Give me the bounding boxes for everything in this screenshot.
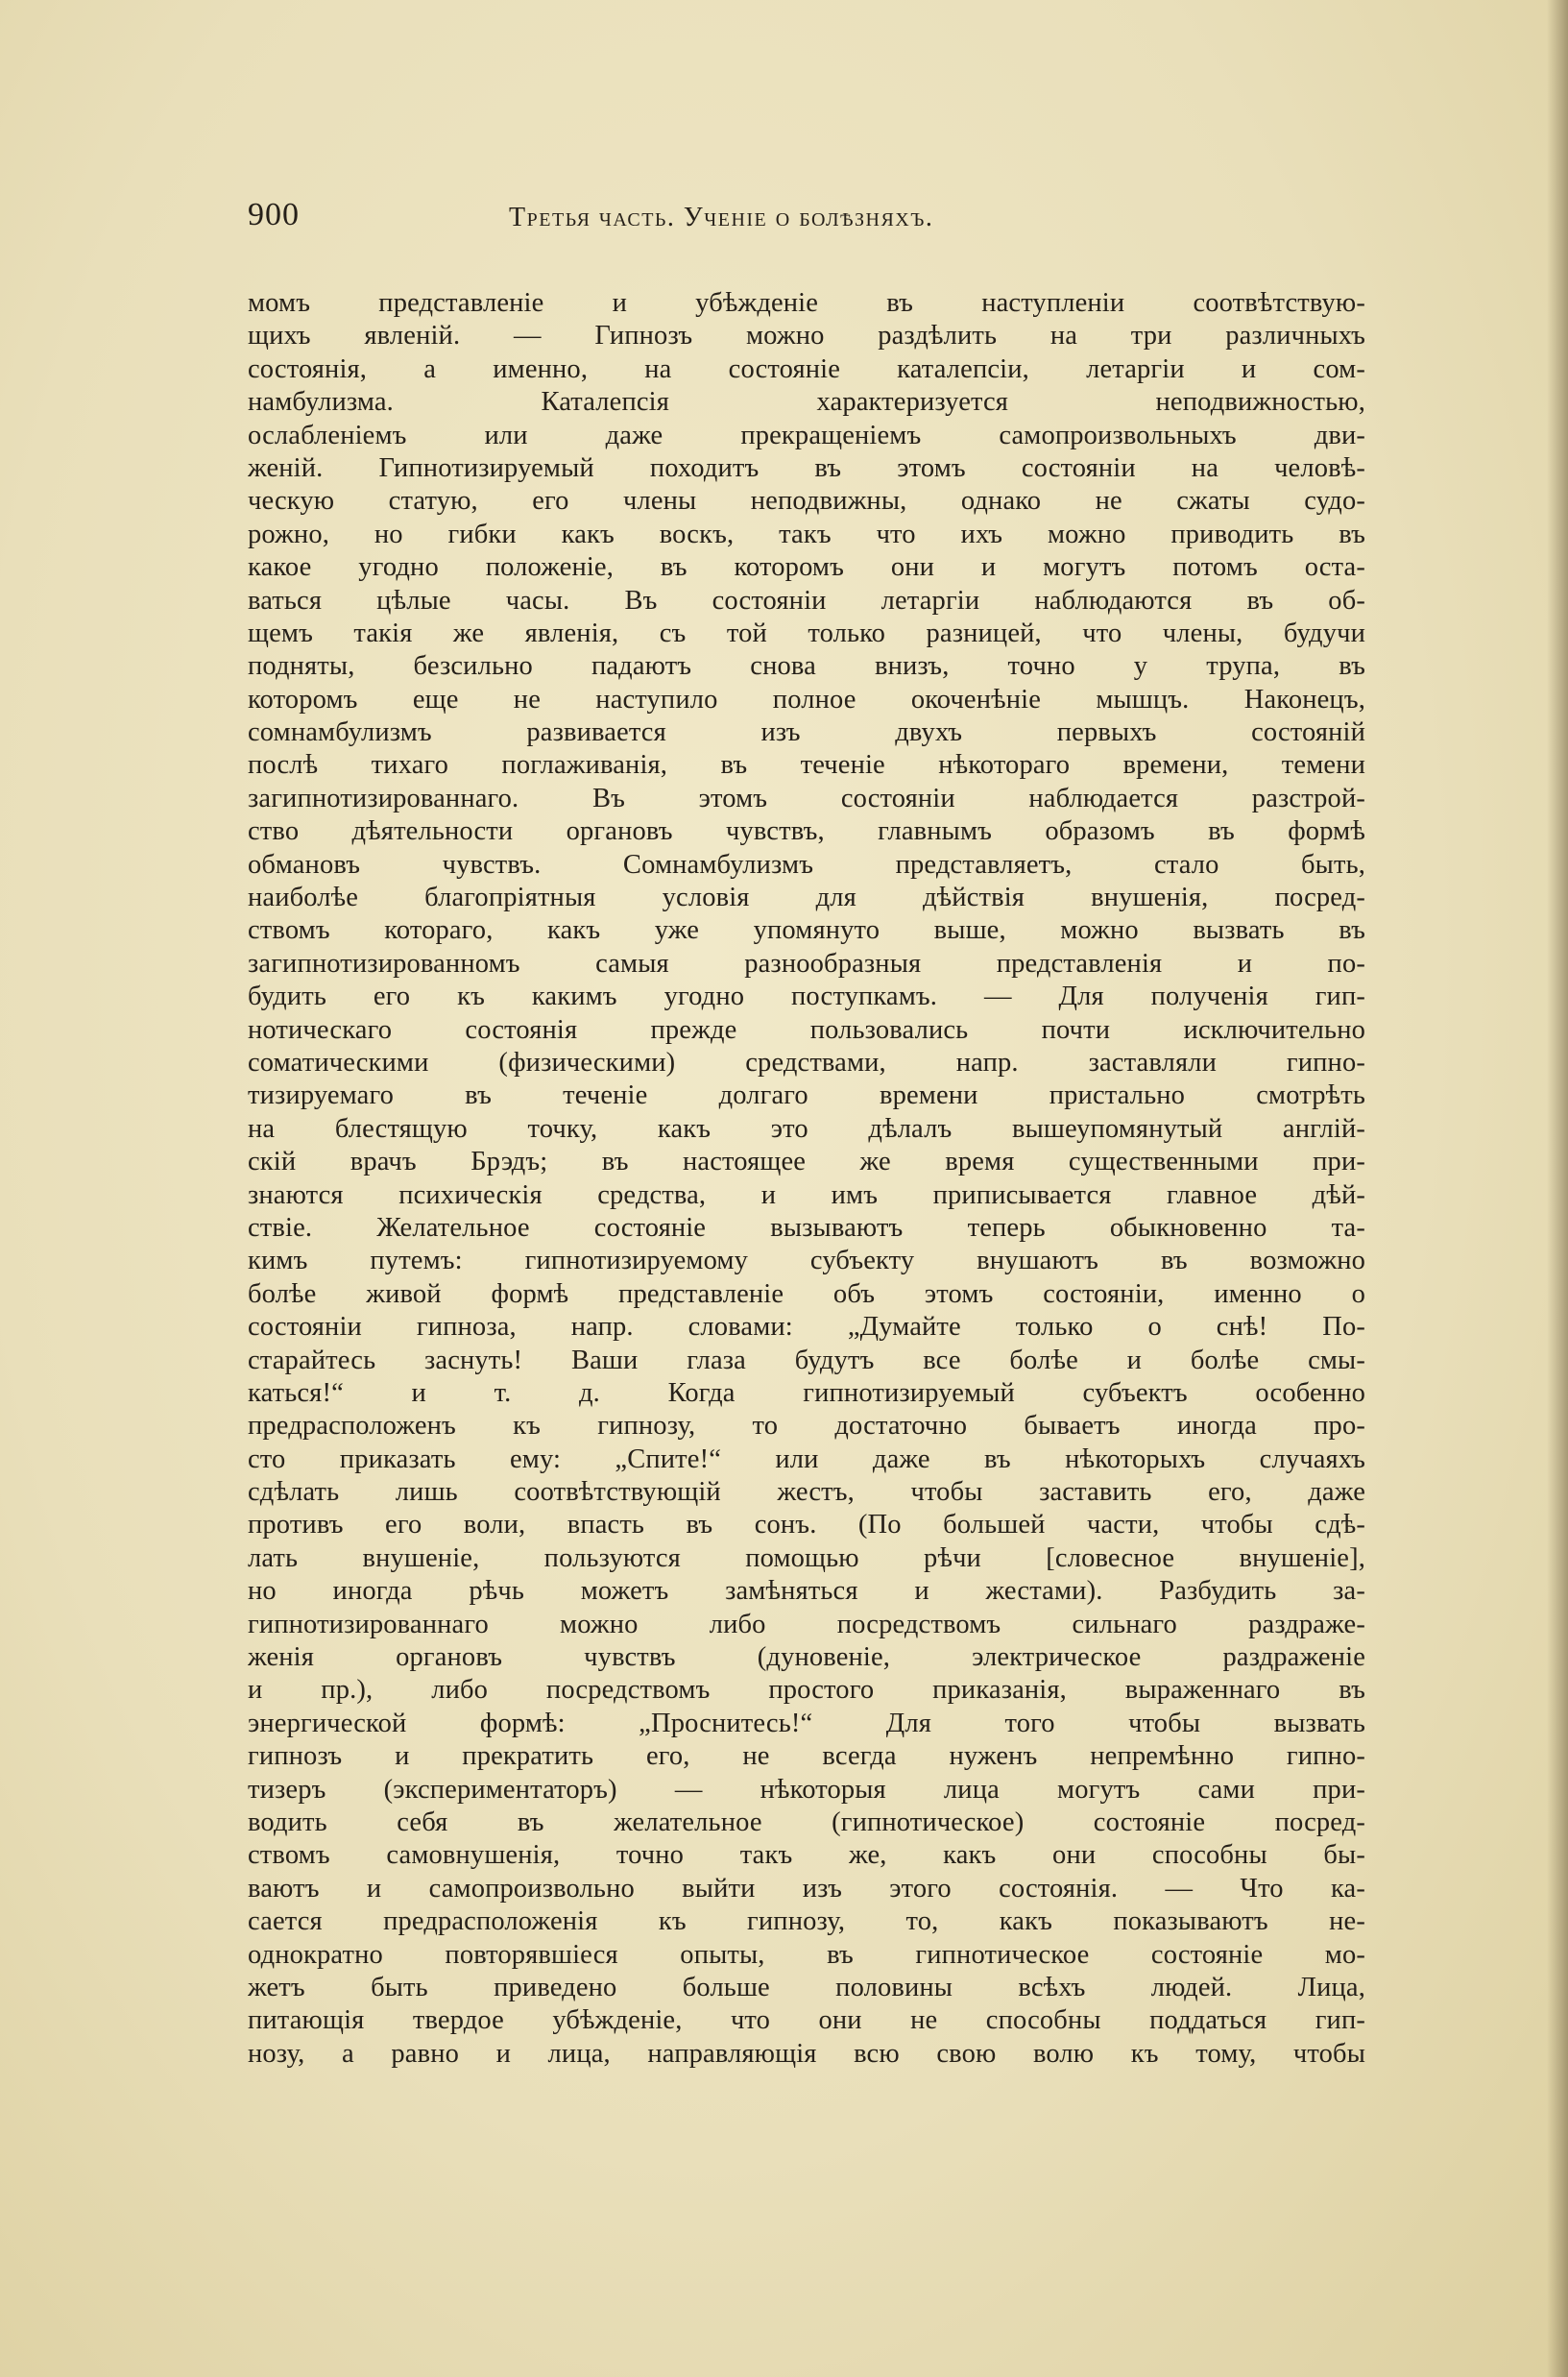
text-line: женій. Гипнотизируемый походитъ въ этомъ состояніи на человѣ- bbox=[248, 452, 1365, 483]
text-line: загипнотизированномъ самыя разнообразныя представленія и по- bbox=[248, 948, 1365, 979]
text-line: намбулизма. Каталепсія характеризуется неподвижностью, bbox=[248, 387, 1365, 418]
text-line: каться!“ и т. д. Когда гипнотизируемый субъектъ особенно bbox=[248, 1377, 1365, 1408]
text-line: сто приказать ему: „Спите!“ или даже въ нѣкоторыхъ случаяхъ bbox=[248, 1443, 1365, 1474]
text-line: питающія твердое убѣжденіе, что они не способны поддаться гип- bbox=[248, 2005, 1365, 2036]
text-line: ческую статую, его члены неподвижны, однако не сжаты судо- bbox=[248, 486, 1365, 517]
text-line: сается предрасположенія къ гипнозу, то, какъ показываютъ не- bbox=[248, 1906, 1365, 1937]
text-line: нозу, а равно и лица, направляющія всю свою волю къ тому, чтобы bbox=[248, 2038, 1365, 2069]
text-line: однократно повторявшіеся опыты, въ гипнотическое состояніе мо- bbox=[248, 1939, 1365, 1970]
text-line: нотическаго состоянія прежде пользовались почти исключительно bbox=[248, 1014, 1365, 1045]
text-line: ствомъ котораго, какъ уже упомянуто выше, можно вызвать въ bbox=[248, 915, 1365, 946]
text-line: тизируемаго въ теченіе долгаго времени пристально смотрѣть bbox=[248, 1080, 1365, 1111]
text-line: лать внушеніе, пользуются помощью рѣчи [словесное внушеніе], bbox=[248, 1542, 1365, 1573]
text-line: и пр.), либо посредствомъ простого приказанія, выраженнаго въ bbox=[248, 1675, 1365, 1706]
page-number: 900 bbox=[248, 197, 300, 232]
text-line: кимъ путемъ: гипнотизируемому субъекту внушаютъ въ возможно bbox=[248, 1246, 1365, 1276]
text-line: ваться цѣлые часы. Въ состояніи летаргіи наблюдаются въ об- bbox=[248, 585, 1365, 616]
text-line: ствомъ самовнушенія, точно такъ же, какъ они способны бы- bbox=[248, 1840, 1365, 1871]
text-line: загипнотизированнаго. Въ этомъ состояніи наблюдается разстрой- bbox=[248, 783, 1365, 813]
text-line: на блестящую точку, какъ это дѣлалъ вышеупомянутый англій- bbox=[248, 1113, 1365, 1144]
text-line: предрасположенъ къ гипнозу, то достаточно бываетъ иногда про- bbox=[248, 1411, 1365, 1442]
text-line: гипнозъ и прекратить его, не всегда нуженъ непремѣнно гипно- bbox=[248, 1741, 1365, 1772]
text-line: гипнотизированнаго можно либо посредствомъ сильнаго раздраже- bbox=[248, 1609, 1365, 1639]
text-line: энергической формѣ: „Проснитесь!“ Для того чтобы вызвать bbox=[248, 1708, 1365, 1738]
text-line: подняты, безсильно падаютъ снова внизъ, точно у трупа, въ bbox=[248, 651, 1365, 682]
text-line: которомъ еще не наступило полное окоченѣніе мышцъ. Наконецъ, bbox=[248, 684, 1365, 715]
text-line: щемъ такія же явленія, съ той только разницей, что члены, будучи bbox=[248, 618, 1365, 648]
text-line: противъ его воли, впасть въ сонъ. (По большей части, чтобы сдѣ- bbox=[248, 1510, 1365, 1540]
text-line: женія органовъ чувствъ (дуновеніе, электрическое раздраженіе bbox=[248, 1642, 1365, 1673]
page-header bbox=[248, 197, 1365, 241]
page-edge-shadow bbox=[1547, 0, 1568, 2377]
text-line: тизеръ (экспериментаторъ) — нѣкоторыя лица могутъ сами при- bbox=[248, 1774, 1365, 1805]
text-line: старайтесь заснуть! Ваши глаза будутъ все болѣе и болѣе смы- bbox=[248, 1345, 1365, 1375]
text-line: ослабленіемъ или даже прекращеніемъ самопроизвольныхъ дви- bbox=[248, 420, 1365, 450]
text-line: но иногда рѣчь можетъ замѣняться и жестами). Разбудить за- bbox=[248, 1576, 1365, 1607]
text-line: сдѣлать лишь соотвѣтствующій жестъ, чтобы заставить его, даже bbox=[248, 1477, 1365, 1508]
text-line: ваютъ и самопроизвольно выйти изъ этого состоянія. — Что ка- bbox=[248, 1873, 1365, 1904]
text-line: соматическими (физическими) средствами, напр. заставляли гипно- bbox=[248, 1047, 1365, 1078]
text-line: знаются психическія средства, и имъ приписывается главное дѣй- bbox=[248, 1179, 1365, 1210]
text-line: состояніи гипноза, напр. словами: „Думайте только о снѣ! По- bbox=[248, 1312, 1365, 1343]
text-line: рожно, но гибки какъ воскъ, такъ что ихъ можно приводить въ bbox=[248, 519, 1365, 549]
text-line: сомнамбулизмъ развивается изъ двухъ первыхъ состояній bbox=[248, 717, 1365, 748]
text-line: жетъ быть приведено больше половины всѣхъ людей. Лица, bbox=[248, 1972, 1365, 2002]
text-line: послѣ тихаго поглаживанія, въ теченіе нѣкотораго времени, темени bbox=[248, 750, 1365, 781]
text-line: болѣе живой формѣ представленіе объ этомъ состояніи, именно о bbox=[248, 1278, 1365, 1309]
text-line: ствіе. Желательное состояніе вызываютъ теперь обыкновенно та- bbox=[248, 1212, 1365, 1243]
text-line: щихъ явленій. — Гипнозъ можно раздѣлить на три различныхъ bbox=[248, 321, 1365, 352]
text-line: ство дѣятельности органовъ чувствъ, главнымъ образомъ въ формѣ bbox=[248, 816, 1365, 847]
text-line: будить его къ какимъ угодно поступкамъ. — Для полученія гип- bbox=[248, 982, 1365, 1012]
text-line: момъ представленіе и убѣжденіе въ наступленіи соотвѣтствую- bbox=[248, 288, 1365, 318]
text-line: обмановъ чувствъ. Сомнамбулизмъ представляетъ, стало быть, bbox=[248, 849, 1365, 880]
text-line: скій врачъ Брэдъ; въ настоящее же время существенными при- bbox=[248, 1147, 1365, 1177]
text-line: наиболѣе благопріятныя условія для дѣйствія внушенія, посред- bbox=[248, 883, 1365, 913]
text-line: какое угодно положеніе, въ которомъ они и могутъ потомъ оста- bbox=[248, 552, 1365, 583]
running-head: Третья часть. Ученіе о болѣзняхъ. bbox=[509, 203, 934, 232]
text-line: водить себя въ желательное (гипнотическое) состояніе посред- bbox=[248, 1807, 1365, 1837]
body-text bbox=[248, 287, 1365, 2071]
book-page bbox=[248, 197, 1365, 2071]
text-line: состоянія, а именно, на состояніе каталепсіи, летаргіи и сом- bbox=[248, 353, 1365, 384]
